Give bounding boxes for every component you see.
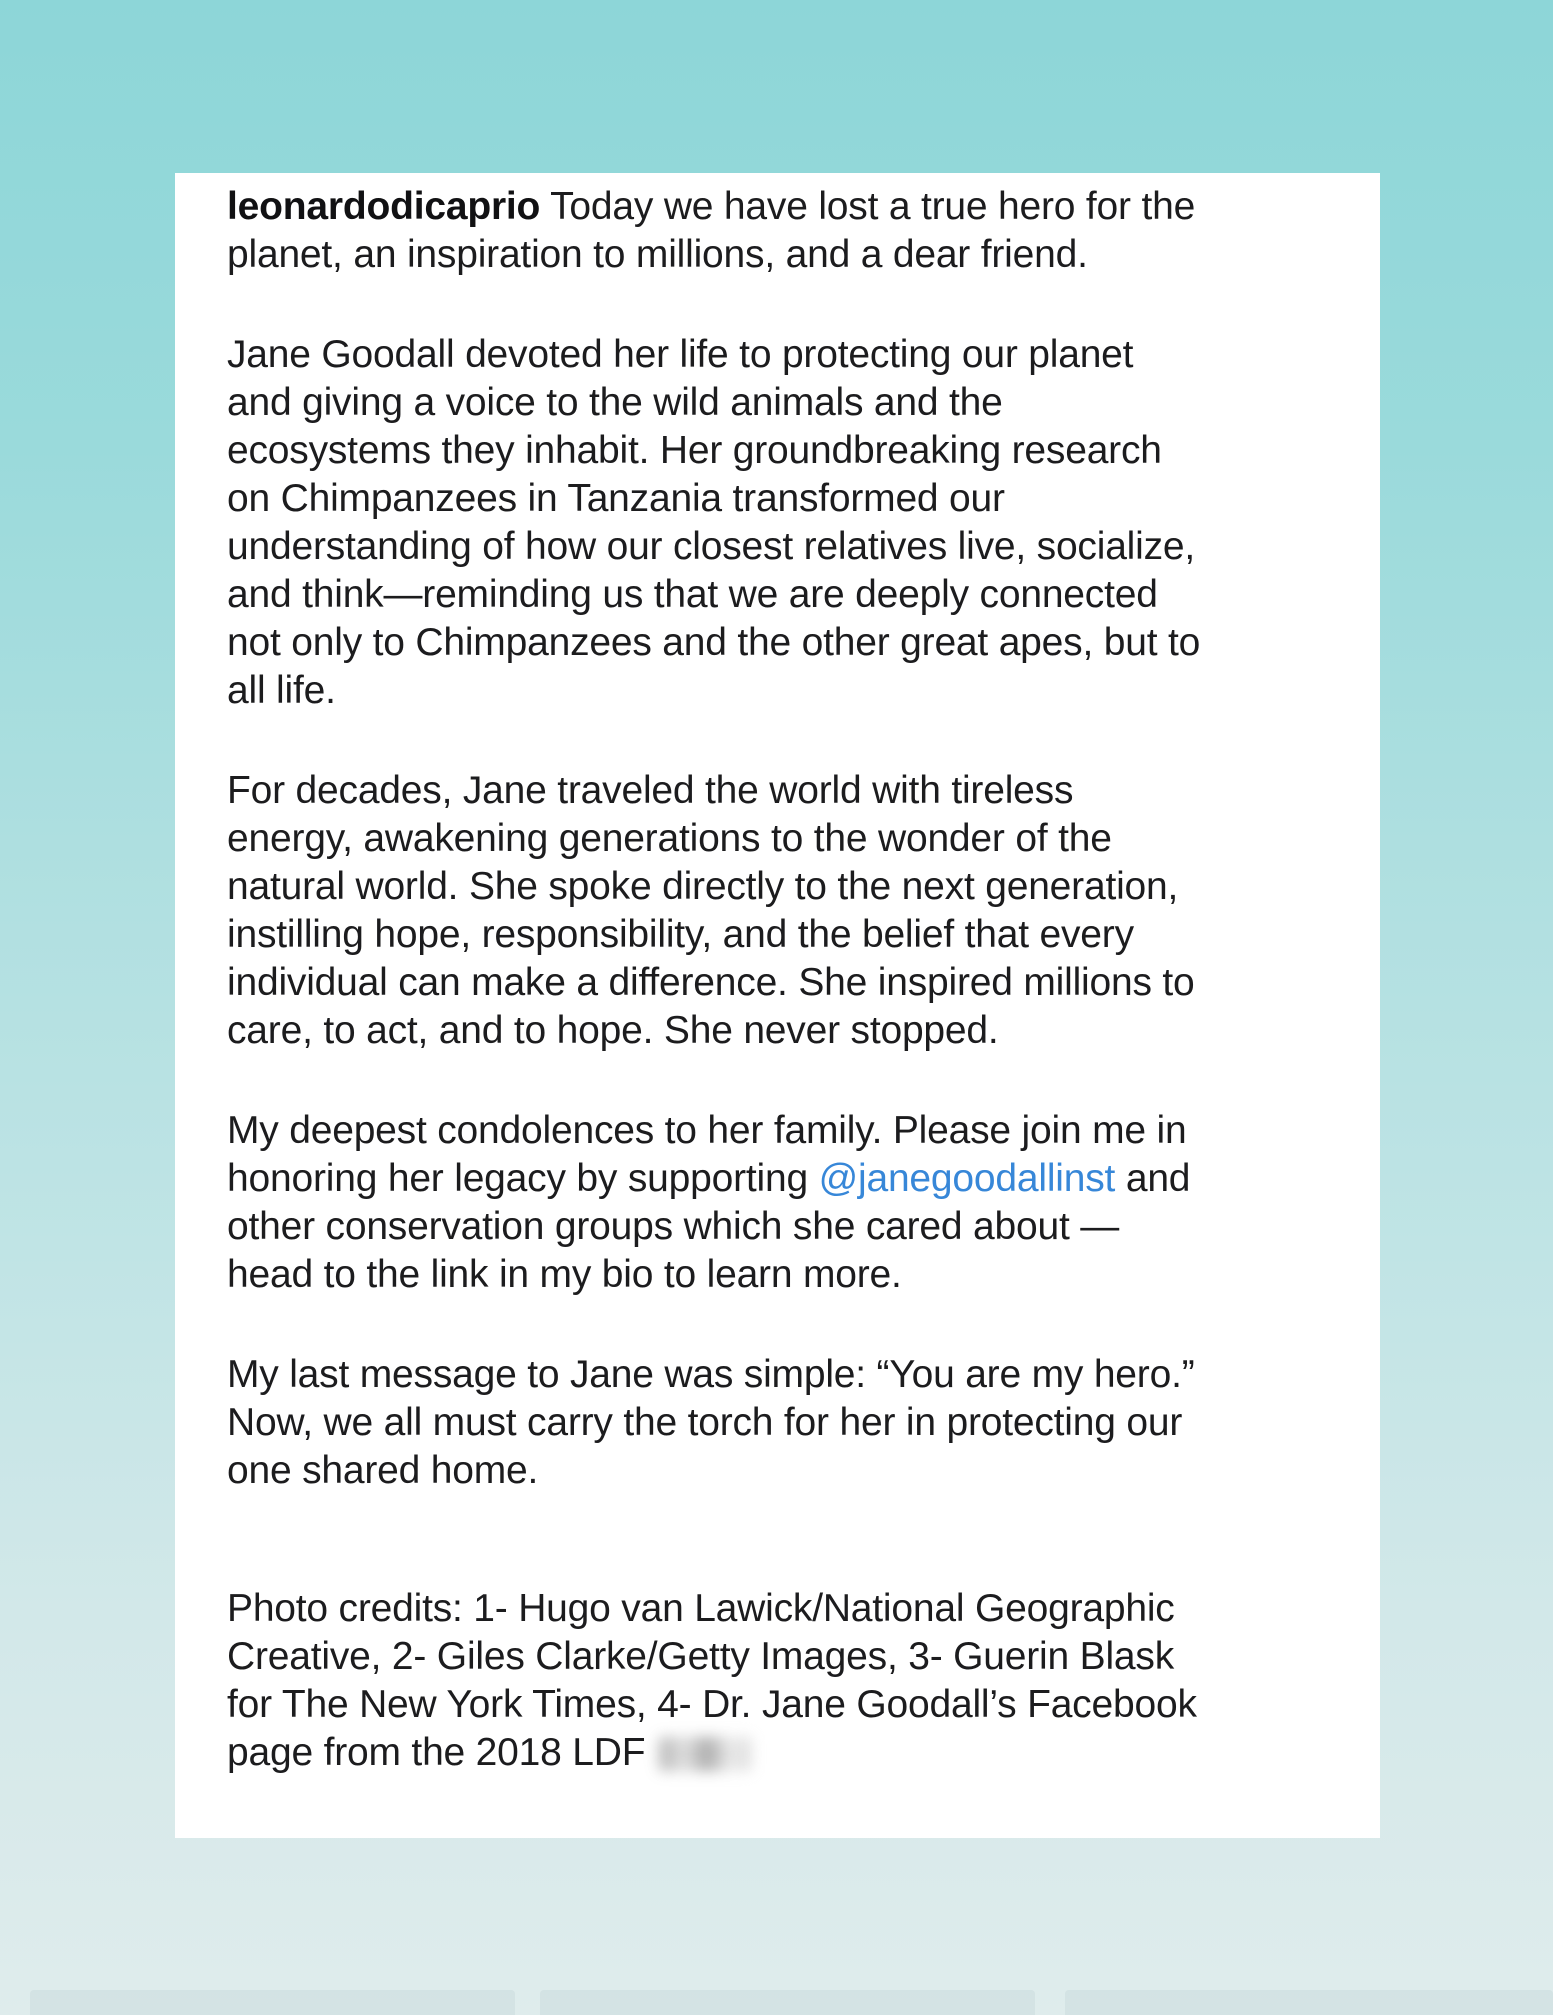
caption-line: for The New York Times, 4- Dr. Jane Goodall’s Facebook: [227, 1683, 1197, 1726]
paragraph-intro: [227, 183, 1340, 279]
paragraph-for-decades: [227, 767, 1340, 1055]
caption-line: Jane Goodall devoted her life to protecting our planet: [227, 333, 1134, 376]
caption-line: ecosystems they inhabit. Her groundbreaking research: [227, 429, 1162, 472]
caption-card: [175, 173, 1380, 1838]
caption-line: and giving a voice to the wild animals and the: [227, 381, 1003, 424]
caption-line: head to the link in my bio to learn more.: [227, 1253, 902, 1296]
caption-line: and think—reminding us that we are deeply connected: [227, 573, 1158, 616]
bottom-artifact-bar: [1065, 1990, 1553, 2015]
caption-line: My last message to Jane was simple: “You are my hero.”: [227, 1353, 1195, 1396]
caption-line: [227, 183, 1340, 231]
caption-line: natural world. She spoke directly to the next generation,: [227, 865, 1179, 908]
caption-line: all life.: [227, 669, 336, 712]
caption-line: understanding of how our closest relatives live, socialize,: [227, 525, 1196, 568]
caption-line: one shared home.: [227, 1449, 539, 1492]
paragraph-last-message: [227, 1351, 1340, 1495]
paragraph-photo-credits: [227, 1585, 1340, 1777]
caption-line: Photo credits: 1- Hugo van Lawick/National Geographic: [227, 1587, 1175, 1630]
caption-line: [227, 1729, 1340, 1777]
caption-line: other conservation groups which she cared about —: [227, 1205, 1120, 1248]
caption-line-text: Today we have lost a true hero for the: [540, 185, 1196, 228]
bottom-artifact-bar: [540, 1990, 1035, 2015]
mention-link-janegoodallinst[interactable]: @janegoodallinst: [818, 1157, 1116, 1200]
caption-line: Creative, 2- Giles Clarke/Getty Images, 3- Guerin Blask: [227, 1635, 1174, 1678]
caption-line: For decades, Jane traveled the world with tireless: [227, 769, 1074, 812]
username[interactable]: leonardodicaprio: [227, 185, 541, 228]
blurred-redacted-word: [659, 1737, 751, 1771]
caption-line: not only to Chimpanzees and the other great apes, but to: [227, 621, 1201, 664]
caption-line: care, to act, and to hope. She never stopped.: [227, 1009, 999, 1052]
caption-line-text: honoring her legacy by supporting: [227, 1157, 819, 1200]
caption-line: individual can make a difference. She inspired millions to: [227, 961, 1195, 1004]
bottom-edge-artifacts: [0, 1990, 1553, 2015]
caption-line: [227, 1155, 1340, 1203]
caption-line-text: and: [1115, 1157, 1191, 1200]
caption-line: planet, an inspiration to millions, and a dear friend.: [227, 233, 1088, 276]
paragraph-condolences: [227, 1107, 1340, 1299]
bottom-artifact-bar: [30, 1990, 515, 2015]
caption-line: instilling hope, responsibility, and the belief that every: [227, 913, 1134, 956]
caption-line: on Chimpanzees in Tanzania transformed our: [227, 477, 1005, 520]
caption-line: Now, we all must carry the torch for her in protecting our: [227, 1401, 1183, 1444]
caption-line: energy, awakening generations to the wonder of the: [227, 817, 1112, 860]
caption-line: My deepest condolences to her family. Please join me in: [227, 1109, 1187, 1152]
caption-line-text: page from the 2018 LDF: [227, 1731, 646, 1774]
paragraph-jane-goodall: [227, 331, 1340, 715]
caption-text: [227, 183, 1340, 1777]
